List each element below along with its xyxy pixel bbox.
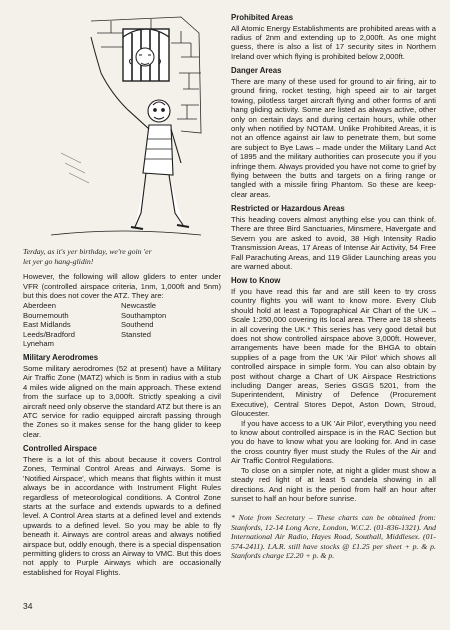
list-item: Southend — [121, 320, 154, 330]
military-aerodromes-heading: Military Aerodromes — [23, 353, 99, 363]
list-item: Lyneham — [23, 338, 54, 348]
list-item: East Midlands — [23, 320, 71, 330]
aerodrome-list — [23, 301, 221, 348]
prohibited-areas-text: All Atomic Energy Establishments are prohibited areas with a radius of 2nm and extending up to 2,000ft. As one might guess, there is also a list of 17 security sites in Northern Ireland over which flying is prohibited below 2,000ft. — [231, 23, 436, 61]
restricted-areas-text: This heading covers almost anything else you can think of. There are three Bird Sanctuaries, Minsmere, Havergate and Severn you are asked to avoid, 38 High Intensity Radio Transmission Areas, 17 Areas of Intense Air Activity, 54 Free Fall Parachuting Areas, and 119 Glider Launching areas you are warned about. — [231, 214, 436, 271]
list-item — [121, 339, 219, 348]
list-item: Southampton — [121, 310, 167, 320]
danger-areas-text: There are many of these used for ground to air firing, air to ground firing, rocket testing, high speed air to air target towing, pilotless target aircraft flying and other forms of anti hang gliding activity. Some are listed as always active, other only on certain days and during certain hours, while other only when notified by NOTAM. Unlike Prohibited Areas, it is not an offence against air law to penetrate them, but some are subject to Bye Laws – made under the Military Land Act of 1895 and the military authorities can prosecute you if you infringe them. Always provided you have not come to grief by flying between the butts and targets on a firing range or tangled with a missile firing Phantom. So these are keep-clear areas. — [231, 76, 436, 199]
caption-line-2: let yer go hang-glidin! — [23, 256, 94, 266]
list-item: Stansted — [121, 329, 151, 339]
how-to-know-paragraph-3: To close on a simpler note, at night a glider must show a steady red light of at least 5 candela showing in all directions. And night is the period from half an hour after sunset to half an hour before sunrise. — [231, 465, 436, 503]
danger-areas-heading: Danger Areas — [231, 66, 282, 76]
left-column — [23, 13, 221, 577]
hang-gliding-cartoon-illustration — [31, 13, 209, 241]
caption-line-1: Terday, as it's yer birthday, we're goin 'er — [23, 247, 152, 257]
intro-paragraph: However, the following will allow gliders to enter under VFR (controlled airspace criteria, 1nm, 1,000ft and 5nm) but this does not cover the ATZ. They are: — [23, 272, 221, 300]
page-number: 34 — [23, 601, 33, 611]
right-column — [231, 13, 436, 561]
how-to-know-paragraph-2: If you have access to a UK 'Air Pilot', everything you need to know about controlled airspace is in the RAC Section but you do have to know what you are looking for. And in case the cross country flyer must study the Rules of the Air and Air Traffic Control Regulations. — [231, 418, 436, 466]
secretary-footnote: * Note from Secretary – These charts can be obtained from: Stanfords, 12-14 Long Acre, London, W.C.2. (01-836-1321). And International Air Radio, Hayes Road, Southall, Middlesex. (01-574-2411). I.A.R. still have stocks @ £1.25 per sheet + p. & p. Stanfords charge £2.20 + p. & p. — [231, 513, 436, 561]
list-item: Aberdeen — [23, 301, 56, 311]
list-item: Leeds/Bradford — [23, 329, 75, 339]
how-to-know-heading: How to Know — [231, 276, 281, 286]
list-item: Newcastle — [121, 301, 157, 311]
military-aerodromes-text: Some military aerodromes (52 at present) have a Military Air Traffic Zone (MATZ) which is 5nm in radius with a stub 4 miles wide aligned on the main approach. These extend from the surface up to 3,000ft. Strictly speaking a civil aircraft need only observe the standard ATZ but there is an ATC service for radio equipped aircraft passing through the Zones so it makes sense for the hang glider to keep clear. — [23, 364, 221, 439]
controlled-airspace-text: There is a lot of this about because it covers Control Zones, Terminal Control Areas and Airways. Some is 'Notified Airspace', which means that flights within it must always be in accordance with Instrument Flight Rules regardless of meteorological conditions. A Control Zone starts at the surface and extends upwards to a defined level. A Control Area starts at a defined level and extends upwards to a defined level. So you may be able to fly beneath it. Airways are control areas and always notified airspace but, oddly enough, there is a special dispensation permitting gliders to cross an Airway to VMC. But this does not apply to Purple Airways which are occasionally established for Royal Flights. — [23, 454, 221, 577]
cartoon-caption — [23, 247, 221, 266]
how-to-know-paragraph-1: If you have read this far and are still keen to try cross country flights you will want to know more. Every Club should hold at least a Topographical Air Chart of the UK – Scale 1:250,000 covering its local area. There are 18 sheets in all covering the UK.* This series has very good detail but does not show controlled airspace above 3,000ft. However, arrangements have been made for the BHGA to obtain supplies of a page from the UK 'Air Pilot' which shows all controlled airspace in simple form. You can also obtain by post without charge a Chart of UK Airspace Restrictions including Danger areas, Series GSGS 5201, from the Superintendent, Ministry of Defence (Procurement Executive), Central Stores Depot, Aston Down, Stroud, Gloucester. — [231, 286, 436, 419]
prohibited-areas-heading: Prohibited Areas — [231, 13, 294, 22]
controlled-airspace-heading: Controlled Airspace — [23, 444, 97, 454]
list-item: Bournemouth — [23, 310, 69, 320]
restricted-areas-heading: Restricted or Hazardous Areas — [231, 204, 345, 214]
